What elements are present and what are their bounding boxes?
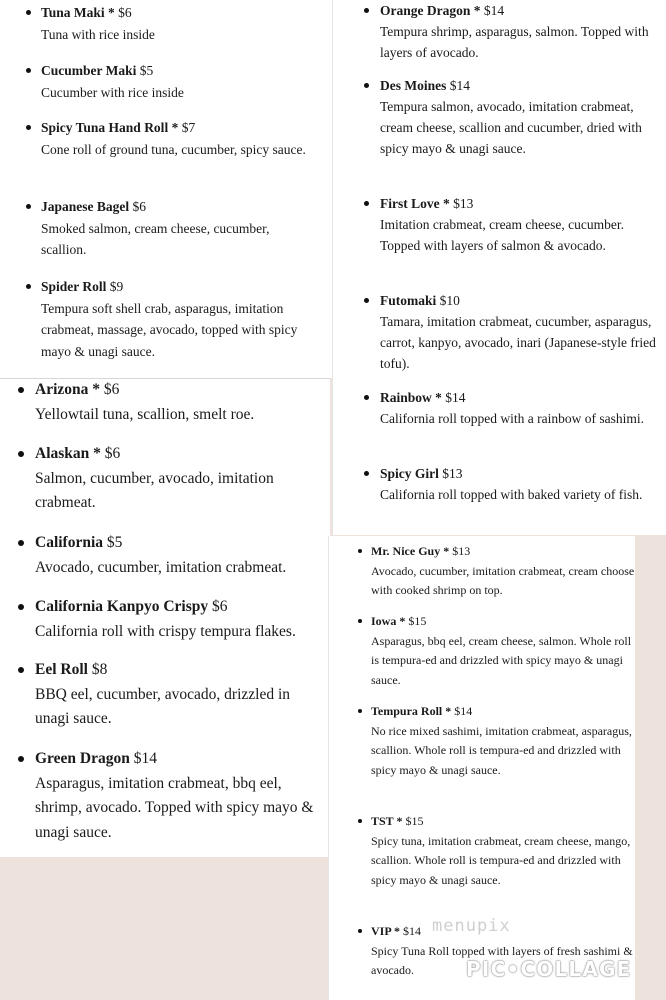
- menupix-watermark: menupix: [432, 916, 511, 936]
- item-description: Avocado, cucumber, imitation crabmeat, cream choose with cooked shrimp on top.: [371, 563, 635, 598]
- item-price: $6: [104, 445, 121, 462]
- item-name: Tempura Roll *: [371, 704, 452, 718]
- bullet-icon: [364, 298, 369, 303]
- menu-item: [371, 812, 636, 891]
- menu-panel-top-left: [0, 0, 332, 378]
- item-name: Spicy Tuna Hand Roll *: [41, 120, 179, 135]
- menu-item: [371, 612, 636, 691]
- bullet-icon: [18, 451, 24, 457]
- item-description: Avocado, cucumber, imitation crabmeat.: [35, 558, 287, 576]
- item-name: Rainbow *: [380, 390, 442, 405]
- menu-item: [41, 60, 316, 103]
- item-price: $13: [452, 544, 471, 558]
- menu-item: [371, 542, 636, 601]
- bullet-icon: [26, 204, 31, 209]
- item-description: Spicy Tuna Roll topped with layers of fresh sashimi & avocado.: [371, 943, 633, 978]
- item-price: $15: [405, 814, 424, 828]
- bullet-icon: [364, 395, 369, 400]
- menu-item: [35, 595, 325, 644]
- menu-item: [41, 196, 316, 261]
- bullet-icon: [358, 819, 362, 823]
- bullet-icon: [364, 471, 369, 476]
- item-description: Cucumber with rice inside: [41, 84, 184, 100]
- bullet-icon: [18, 756, 24, 762]
- item-price: $6: [132, 199, 147, 214]
- bullet-icon: [26, 10, 31, 15]
- menu-item: [380, 0, 660, 63]
- item-description: Tempura shrimp, asparagus, salmon. Topped with layers of avocado.: [380, 24, 649, 60]
- menu-item: [41, 2, 316, 45]
- item-name: TST *: [371, 814, 403, 828]
- item-description: Smoked salmon, cream cheese, cucumber, scallion.: [41, 220, 270, 257]
- bullet-icon: [26, 125, 31, 130]
- item-name: Iowa *: [371, 614, 406, 628]
- bullet-icon: [358, 709, 362, 713]
- menu-item: [380, 290, 660, 374]
- menu-panel-top-right: [332, 0, 666, 535]
- item-name: Cucumber Maki: [41, 63, 137, 78]
- item-description: Cone roll of ground tuna, cucumber, spicy sauce.: [41, 141, 306, 157]
- item-name: Tuna Maki *: [41, 5, 115, 20]
- item-price: $14: [133, 750, 157, 767]
- item-name: Mr. Nice Guy *: [371, 544, 450, 558]
- item-description: No rice mixed sashimi, imitation crabmeat, asparagus, scallion. Whole roll is tempura-ed and drizzled with spicy mayo & unagi sauce.: [371, 723, 632, 778]
- menu-item: [35, 747, 325, 845]
- menu-item: [380, 75, 660, 159]
- item-price: $10: [439, 293, 460, 308]
- item-price: $13: [442, 466, 463, 481]
- bullet-icon: [358, 549, 362, 553]
- bullet-icon: [26, 284, 31, 289]
- item-price: $14: [403, 924, 422, 938]
- item-description: Spicy tuna, imitation crabmeat, cream cheese, mango, scallion. Whole roll is tempura-ed and drizzled with spicy mayo & unagi sauce.: [371, 833, 631, 888]
- item-price: $8: [91, 661, 108, 678]
- bullet-icon: [364, 8, 369, 13]
- item-price: $6: [118, 5, 132, 20]
- item-name: Eel Roll: [35, 661, 88, 678]
- item-name: Alaskan *: [35, 445, 101, 462]
- item-description: Asparagus, imitation crabmeat, bbq eel, shrimp, avocado. Topped with spicy mayo & unagi sauce.: [35, 774, 314, 841]
- item-price: $14: [483, 3, 505, 18]
- menu-item: [35, 658, 325, 732]
- item-price: $15: [408, 614, 427, 628]
- menu-item: [380, 463, 660, 505]
- item-price: $13: [453, 196, 474, 211]
- menu-item: [41, 117, 316, 160]
- menu-item: [35, 378, 325, 427]
- item-description: California roll topped with baked variety of fish.: [380, 487, 643, 502]
- item-price: $14: [445, 390, 466, 405]
- item-name: California Kanpyo Crispy: [35, 598, 209, 615]
- item-price: $6: [211, 598, 228, 615]
- bullet-icon: [18, 604, 24, 610]
- bullet-icon: [18, 540, 24, 546]
- menu-item: [35, 531, 325, 580]
- item-name: Arizona *: [35, 381, 101, 398]
- item-name: Des Moines: [380, 78, 447, 93]
- item-name: VIP *: [371, 924, 401, 938]
- menu-panel-bottom-left: [0, 378, 330, 857]
- item-name: Spicy Girl: [380, 466, 439, 481]
- item-description: Tempura salmon, avocado, imitation crabmeat, cream cheese, scallion and cucumber, dried with spicy mayo & unagi sauce.: [380, 99, 642, 156]
- item-description: Asparagus, bbq eel, cream cheese, salmon. Whole roll is tempura-ed and drizzled with spicy mayo & unagi sauce.: [371, 633, 632, 688]
- item-price: $14: [454, 704, 473, 718]
- item-description: BBQ eel, cucumber, avocado, drizzled in unagi sauce.: [35, 685, 291, 727]
- item-name: Futomaki: [380, 293, 437, 308]
- item-description: California roll topped with a rainbow of sashimi.: [380, 411, 644, 426]
- item-name: Green Dragon: [35, 750, 130, 767]
- item-description: Yellowtail tuna, scallion, smelt roe.: [35, 405, 255, 423]
- bullet-icon: [364, 201, 369, 206]
- item-price: $5: [139, 63, 154, 78]
- item-description: Tuna with rice inside: [41, 26, 155, 42]
- item-name: Spider Roll: [41, 279, 107, 294]
- menu-item: [41, 276, 316, 362]
- menu-item: [380, 387, 660, 429]
- item-description: California roll with crispy tempura flakes.: [35, 622, 296, 640]
- item-name: California: [35, 534, 104, 551]
- bullet-icon: [18, 387, 24, 393]
- item-price: $6: [103, 381, 120, 398]
- item-description: Imitation crabmeat, cream cheese, cucumber. Topped with layers of salmon & avocado.: [380, 217, 625, 253]
- item-price: $5: [106, 534, 123, 551]
- bullet-icon: [358, 619, 362, 623]
- item-description: Tamara, imitation crabmeat, cucumber, asparagus, carrot, kanpyo, avocado, inari (Japanese-style fried tofu).: [380, 314, 656, 371]
- item-description: Tempura soft shell crab, asparagus, imitation crabmeat, massage, avocado, topped with spicy mayo & unagi sauce.: [41, 300, 298, 359]
- bullet-icon: [364, 83, 369, 88]
- menu-item: [380, 193, 660, 256]
- item-price: $7: [181, 120, 196, 135]
- item-price: $9: [109, 279, 124, 294]
- item-price: $14: [449, 78, 470, 93]
- menu-item: [35, 442, 325, 516]
- item-description: Salmon, cucumber, avocado, imitation crabmeat.: [35, 469, 274, 511]
- item-name: Japanese Bagel: [41, 199, 130, 214]
- menu-item: [371, 702, 636, 781]
- item-name: Orange Dragon *: [380, 3, 481, 18]
- bullet-icon: [26, 68, 31, 73]
- bullet-icon: [358, 929, 362, 933]
- item-name: First Love *: [380, 196, 450, 211]
- bullet-icon: [18, 667, 24, 673]
- pic-collage-brand: PIC•COLLAGE: [466, 957, 632, 981]
